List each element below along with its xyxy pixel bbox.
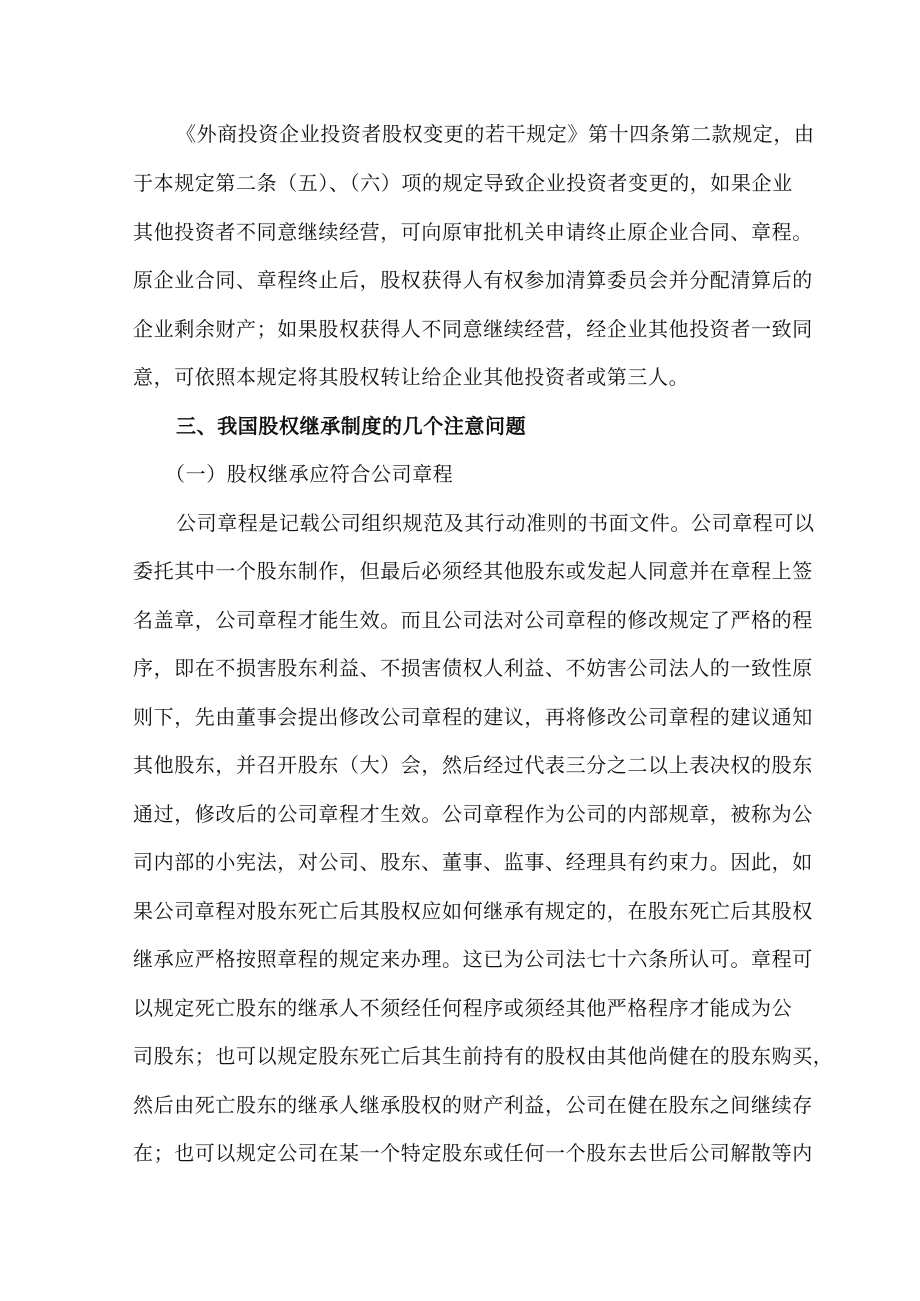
- subsection-heading: （一）股权继承应符合公司章程: [165, 462, 454, 486]
- paragraph-2-line-5: 则下，先由董事会提出修改公司章程的建议，再将修改公司章程的建议通知: [133, 705, 813, 729]
- paragraph-1-line-3: 其他投资者不同意继续经营，可向原审批机关申请终止原企业合同、章程。: [133, 220, 813, 244]
- paragraph-2-line-4: 序，即在不损害股东利益、不损害债权人利益、不妨害公司法人的一致性原: [133, 656, 813, 680]
- paragraph-1-line-1: 《外商投资企业投资者股权变更的若干规定》第十四条第二款规定，由: [176, 122, 815, 146]
- paragraph-2-line-1: 公司章程是记载公司组织规范及其行动准则的书面文件。公司章程可以: [176, 511, 815, 535]
- paragraph-2-line-6: 其他股东，并召开股东（大）会，然后经过代表三分之二以上表决权的股东: [133, 753, 813, 777]
- paragraph-1-line-5: 企业剩余财产；如果股权获得人不同意继续经营，经企业其他投资者一致同: [133, 317, 813, 341]
- paragraph-1-line-2: 于本规定第二条（五）、（六）项的规定导致企业投资者变更的，如果企业: [133, 171, 793, 195]
- section-heading: 三、我国股权继承制度的几个注意问题: [176, 414, 527, 438]
- paragraph-1-line-4: 原企业合同、章程终止后，股权获得人有权参加清算委员会并分配清算后的: [133, 268, 813, 292]
- paragraph-2-line-7: 通过，修改后的公司章程才生效。公司章程作为公司的内部规章，被称为公: [133, 802, 813, 826]
- paragraph-2-line-13: 然后由死亡股东的继承人继承股权的财产利益，公司在健在股东之间继续存: [133, 1093, 813, 1117]
- paragraph-2-line-9: 果公司章程对股东死亡后其股权应如何继承有规定的，在股东死亡后其股权: [133, 899, 813, 923]
- paragraph-2-line-8: 司内部的小宪法，对公司、股东、董事、监事、经理具有约束力。因此，如: [133, 850, 813, 874]
- paragraph-2-line-3: 名盖章，公司章程才能生效。而且公司法对公司章程的修改规定了严格的程: [133, 608, 813, 632]
- paragraph-2-line-10: 继承应严格按照章程的规定来办理。这已为公司法七十六条所认可。章程可: [133, 947, 813, 971]
- paragraph-1-line-6: 意，可依照本规定将其股权转让给企业其他投资者或第三人。: [133, 365, 690, 389]
- paragraph-2-line-11: 以规定死亡股东的继承人不须经任何程序或须经其他严格程序才能成为公: [133, 996, 793, 1020]
- paragraph-2-line-12: 司股东；也可以规定股东死亡后其生前持有的股权由其他尚健在的股东购买，: [133, 1044, 834, 1068]
- paragraph-2-line-14: 在；也可以规定公司在某一个特定股东或任何一个股东去世后公司解散等内: [133, 1141, 813, 1165]
- paragraph-2-line-2: 委托其中一个股东制作，但最后必须经其他股东或发起人同意并在章程上签: [133, 559, 813, 583]
